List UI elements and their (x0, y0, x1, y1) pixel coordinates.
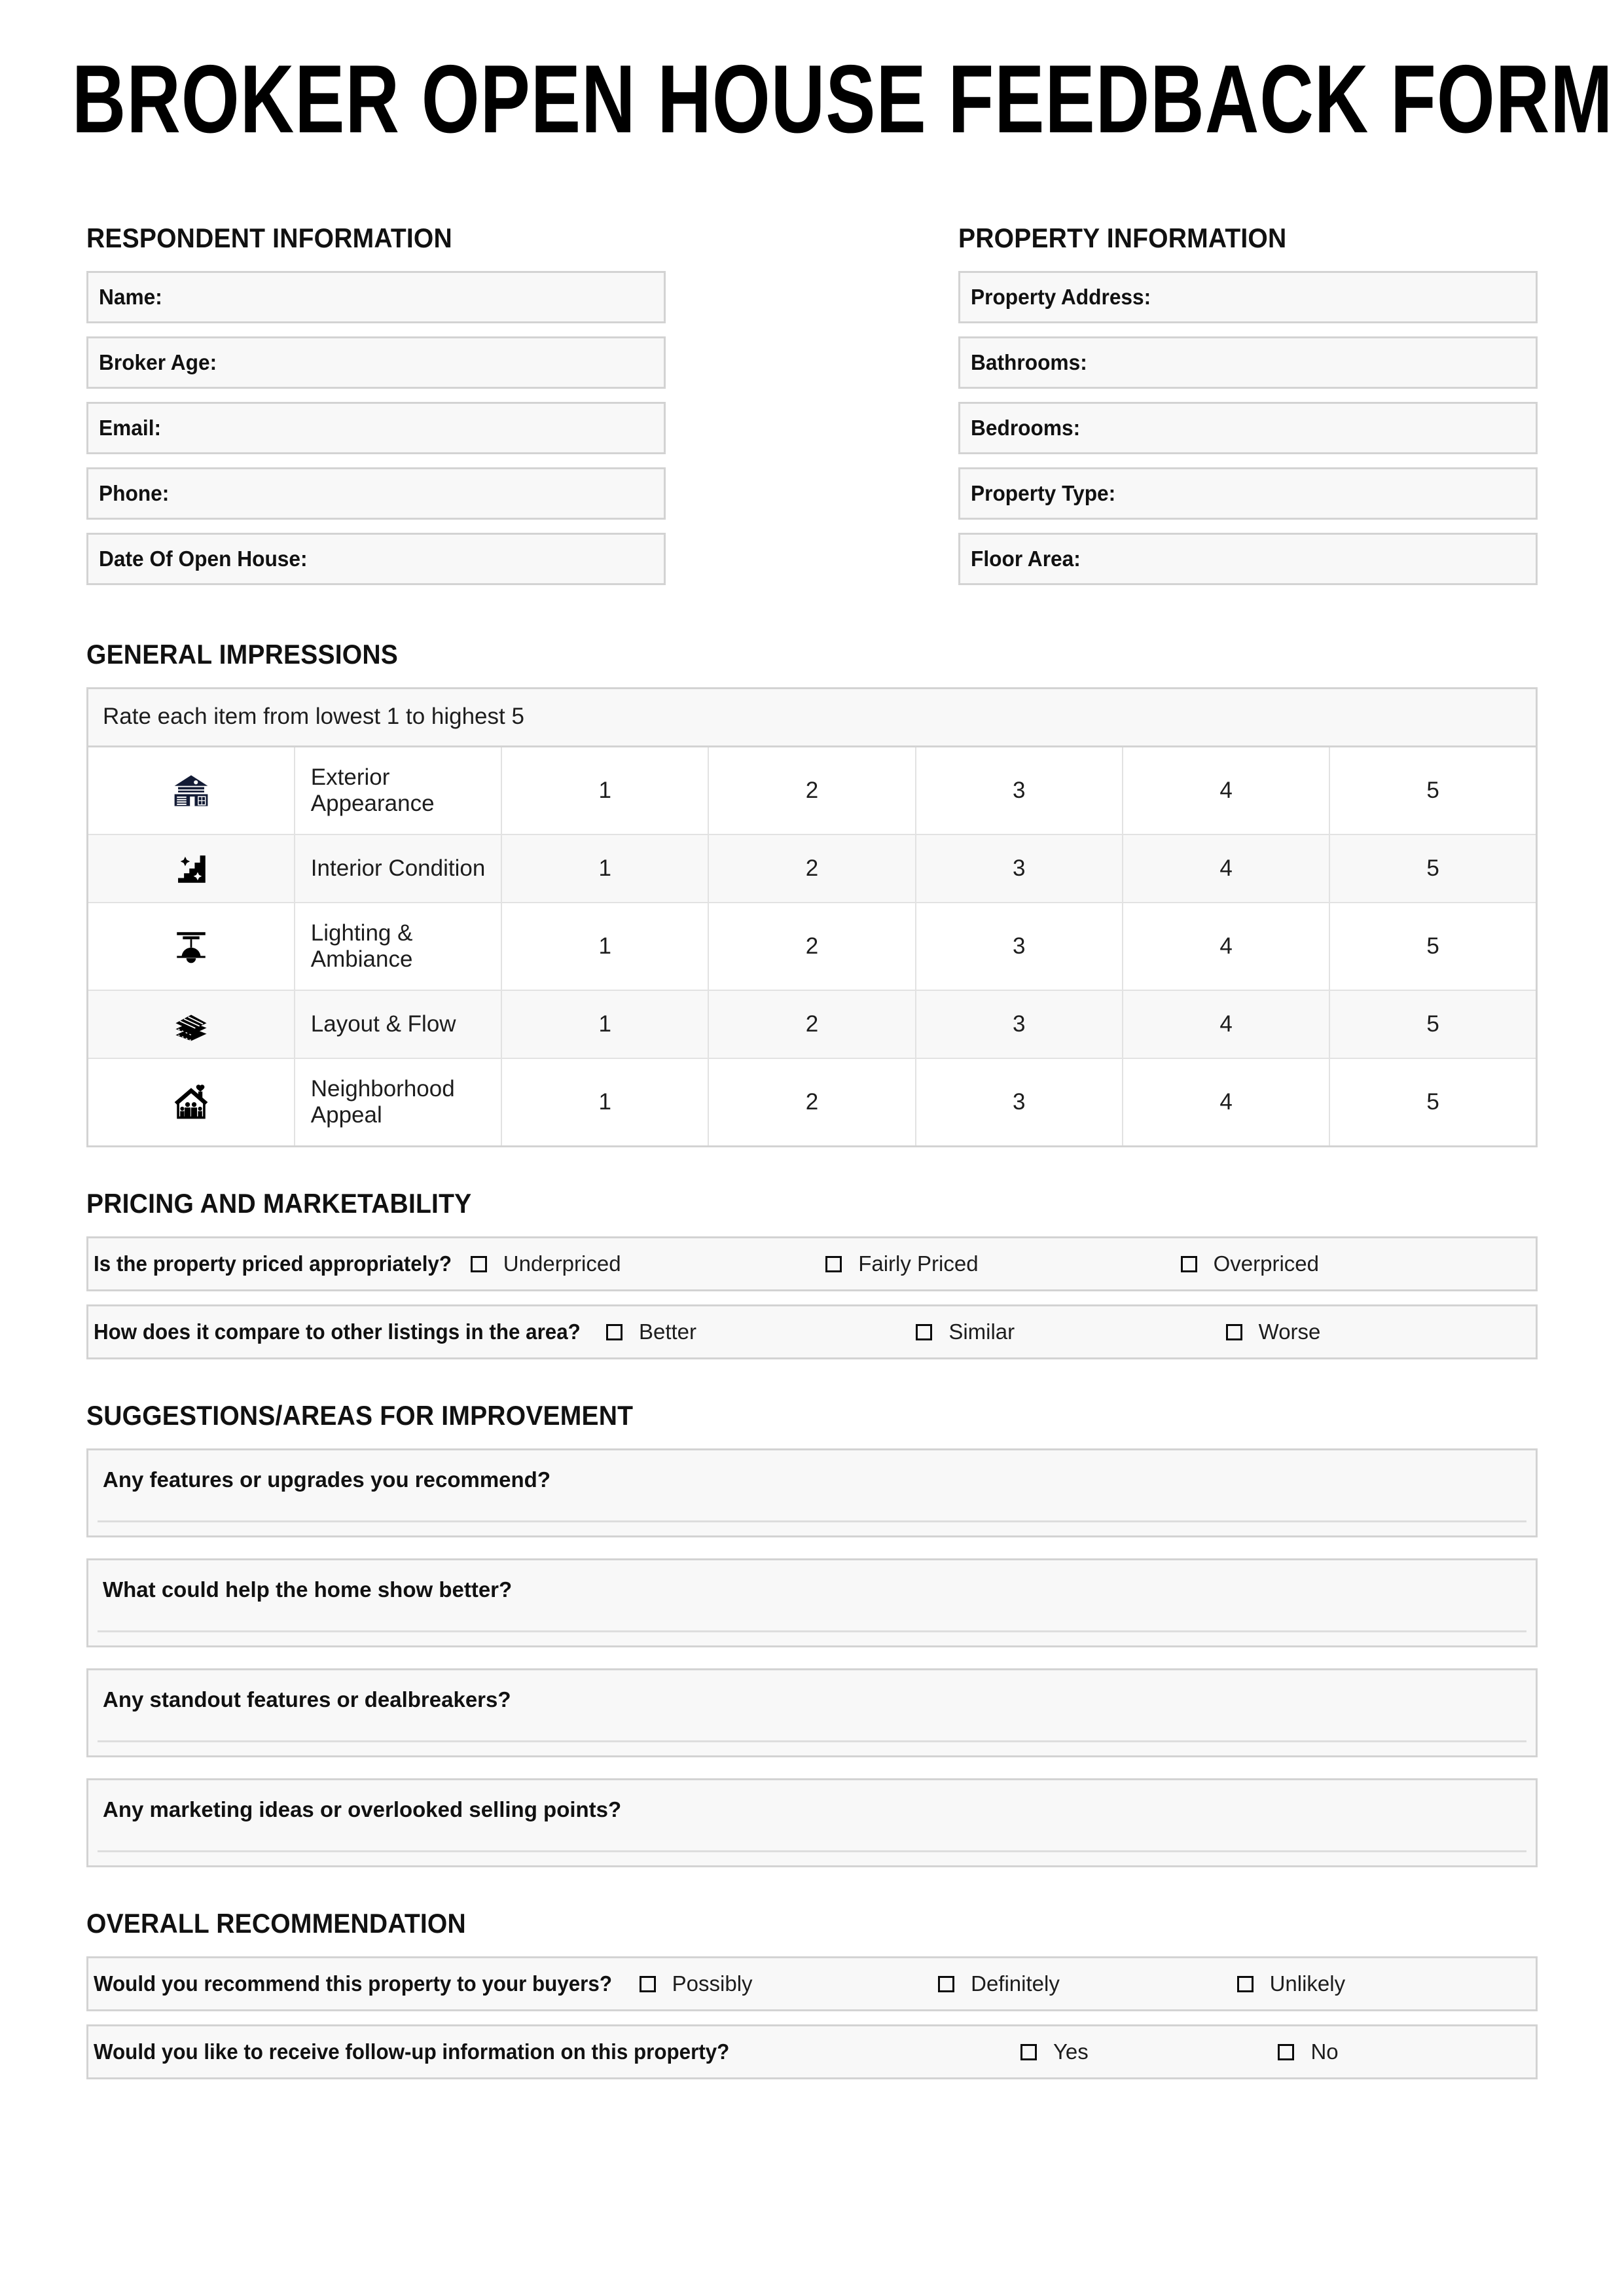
rating-option-1[interactable]: 1 (501, 747, 708, 835)
field-email[interactable] (86, 402, 666, 454)
table-row (88, 903, 1537, 990)
rating-option-3[interactable]: 3 (916, 747, 1123, 835)
field-label: Property Type: (971, 481, 1116, 505)
textarea-features-upgrades[interactable] (86, 1448, 1538, 1537)
option-worse[interactable] (1226, 1319, 1536, 1344)
rating-option-4[interactable]: 4 (1123, 903, 1329, 990)
rating-option-4[interactable]: 4 (1123, 1058, 1329, 1147)
option-label: Similar (948, 1319, 1015, 1344)
information-columns (86, 223, 1538, 598)
option-unlikely[interactable] (1237, 1971, 1536, 1996)
option-label: Yes (1053, 2039, 1089, 2064)
writing-line (98, 1740, 1526, 1742)
option-group (763, 2039, 1536, 2064)
checkbox-icon[interactable] (606, 1324, 623, 1340)
suggestions-heading: SUGGESTIONS/AREAS FOR IMPROVEMENT (86, 1400, 634, 1431)
textarea-show-better[interactable] (86, 1558, 1538, 1647)
question-recommend-property (86, 1956, 1538, 2011)
option-label: Unlikely (1269, 1971, 1346, 1996)
option-possibly[interactable] (640, 1971, 938, 1996)
question-label: Any marketing ideas or overlooked selling points? (103, 1797, 622, 1821)
rating-option-5[interactable]: 5 (1329, 990, 1536, 1058)
rating-option-3[interactable]: 3 (916, 903, 1123, 990)
question-priced-appropriately (86, 1236, 1538, 1291)
question-follow-up-information (86, 2024, 1538, 2079)
question-label: Would you like to receive follow-up information on this property? (94, 2039, 730, 2064)
field-label: Floor Area: (971, 547, 1081, 571)
general-impressions-table (86, 687, 1538, 1147)
property-information-section (958, 223, 1538, 598)
option-no[interactable] (1278, 2039, 1536, 2064)
respondent-information-heading: RESPONDENT INFORMATION (86, 223, 452, 253)
checkbox-icon[interactable] (938, 1976, 954, 1992)
rating-option-4[interactable]: 4 (1123, 747, 1329, 835)
rating-option-3[interactable]: 3 (916, 990, 1123, 1058)
pendant-lamp-icon (88, 903, 295, 990)
rating-option-1[interactable]: 1 (501, 834, 708, 903)
rating-option-1[interactable]: 1 (501, 990, 708, 1058)
rating-option-2[interactable]: 2 (708, 747, 915, 835)
field-broker-age[interactable] (86, 336, 666, 389)
rating-item-label: Lighting & Ambiance (295, 903, 501, 990)
property-information-heading: PROPERTY INFORMATION (958, 223, 1287, 253)
rating-item-label: Neighborhood Appeal (295, 1058, 501, 1147)
option-similar[interactable] (916, 1319, 1225, 1344)
field-label: Bathrooms: (971, 350, 1087, 374)
option-label: Fairly Priced (858, 1251, 979, 1276)
rating-item-label: Exterior Appearance (295, 747, 501, 835)
rating-option-1[interactable]: 1 (501, 1058, 708, 1147)
option-label: No (1310, 2039, 1339, 2064)
textarea-marketing-ideas[interactable] (86, 1778, 1538, 1867)
field-phone[interactable] (86, 467, 666, 520)
field-label: Name: (99, 285, 162, 309)
field-floor-area[interactable] (958, 533, 1538, 585)
writing-line (98, 1630, 1526, 1632)
table-row (88, 834, 1537, 903)
question-label: How does it compare to other listings in the area? (94, 1319, 581, 1344)
floor-planks-icon (88, 990, 295, 1058)
checkbox-icon[interactable] (1226, 1324, 1242, 1340)
rating-item-label: Interior Condition (295, 834, 501, 903)
option-label: Possibly (672, 1971, 753, 1996)
suggestions-section (86, 1400, 1538, 1867)
option-label: Definitely (971, 1971, 1060, 1996)
writing-line (98, 1520, 1526, 1522)
option-overpriced[interactable] (1181, 1251, 1536, 1276)
checkbox-icon[interactable] (1020, 2044, 1037, 2060)
question-label: Any features or upgrades you recommend? (103, 1467, 550, 1492)
rating-option-3[interactable]: 3 (916, 834, 1123, 903)
rating-option-5[interactable]: 5 (1329, 747, 1536, 835)
rating-option-4[interactable]: 4 (1123, 834, 1329, 903)
option-group (606, 1319, 1536, 1344)
option-label: Underpriced (503, 1251, 621, 1276)
checkbox-icon[interactable] (825, 1256, 842, 1272)
writing-line (98, 1850, 1526, 1852)
option-yes[interactable] (1020, 2039, 1278, 2064)
sparkle-stairs-icon (88, 834, 295, 903)
field-label: Property Address: (971, 285, 1151, 309)
general-impressions-section (86, 639, 1538, 1147)
field-date-of-open-house[interactable] (86, 533, 666, 585)
house-exterior-icon (88, 747, 295, 835)
checkbox-icon[interactable] (640, 1976, 656, 1992)
option-label: Better (638, 1319, 697, 1344)
overall-recommendation-section (86, 1908, 1538, 2079)
rating-option-2[interactable]: 2 (708, 903, 915, 990)
page-title: BROKER OPEN HOUSE FEEDBACK FORM (71, 45, 1614, 153)
option-label: Worse (1258, 1319, 1321, 1344)
option-group (640, 1971, 1536, 1996)
table-row (88, 1058, 1537, 1147)
field-bathrooms[interactable] (958, 336, 1538, 389)
general-impressions-heading: GENERAL IMPRESSIONS (86, 639, 398, 670)
rating-option-5[interactable]: 5 (1329, 834, 1536, 903)
rating-option-3[interactable]: 3 (916, 1058, 1123, 1147)
pricing-and-marketability-section (86, 1188, 1538, 1359)
question-label: Would you recommend this property to your buyers? (94, 1971, 612, 1996)
option-label: Overpriced (1213, 1251, 1319, 1276)
field-name[interactable] (86, 271, 666, 323)
rating-option-5[interactable]: 5 (1329, 1058, 1536, 1147)
table-instruction-row (88, 689, 1537, 747)
option-fairly-priced[interactable] (825, 1251, 1180, 1276)
table-row (88, 747, 1537, 835)
field-label: Broker Age: (99, 350, 217, 374)
rating-option-5[interactable]: 5 (1329, 903, 1536, 990)
option-better[interactable] (606, 1319, 916, 1344)
field-bedrooms[interactable] (958, 402, 1538, 454)
question-label: What could help the home show better? (103, 1577, 513, 1602)
rating-option-4[interactable]: 4 (1123, 990, 1329, 1058)
question-label: Any standout features or dealbreakers? (103, 1687, 511, 1712)
option-group (471, 1251, 1536, 1276)
field-label: Bedrooms: (971, 416, 1081, 440)
family-house-icon (88, 1058, 295, 1147)
rating-option-2[interactable]: 2 (708, 834, 915, 903)
field-label: Email: (99, 416, 162, 440)
checkbox-icon[interactable] (471, 1256, 487, 1272)
table-row (88, 990, 1537, 1058)
field-label: Phone: (99, 481, 170, 505)
pricing-and-marketability-heading: PRICING AND MARKETABILITY (86, 1188, 472, 1219)
field-property-address[interactable] (958, 271, 1538, 323)
checkbox-icon[interactable] (916, 1324, 932, 1340)
option-definitely[interactable] (938, 1971, 1236, 1996)
rating-item-label: Layout & Flow (295, 990, 501, 1058)
rating-option-2[interactable]: 2 (708, 990, 915, 1058)
overall-recommendation-heading: OVERALL RECOMMENDATION (86, 1908, 466, 1939)
checkbox-icon[interactable] (1278, 2044, 1294, 2060)
question-label: Is the property priced appropriately? (94, 1251, 452, 1276)
question-compare-to-listings (86, 1304, 1538, 1359)
rating-option-1[interactable]: 1 (501, 903, 708, 990)
checkbox-icon[interactable] (1181, 1256, 1197, 1272)
textarea-standout-dealbreakers[interactable] (86, 1668, 1538, 1757)
rating-instruction: Rate each item from lowest 1 to highest 5 (88, 689, 1537, 747)
field-property-type[interactable] (958, 467, 1538, 520)
rating-option-2[interactable]: 2 (708, 1058, 915, 1147)
checkbox-icon[interactable] (1237, 1976, 1254, 1992)
field-label: Date Of Open House: (99, 547, 308, 571)
option-underpriced[interactable] (471, 1251, 825, 1276)
respondent-information-section (86, 223, 666, 598)
